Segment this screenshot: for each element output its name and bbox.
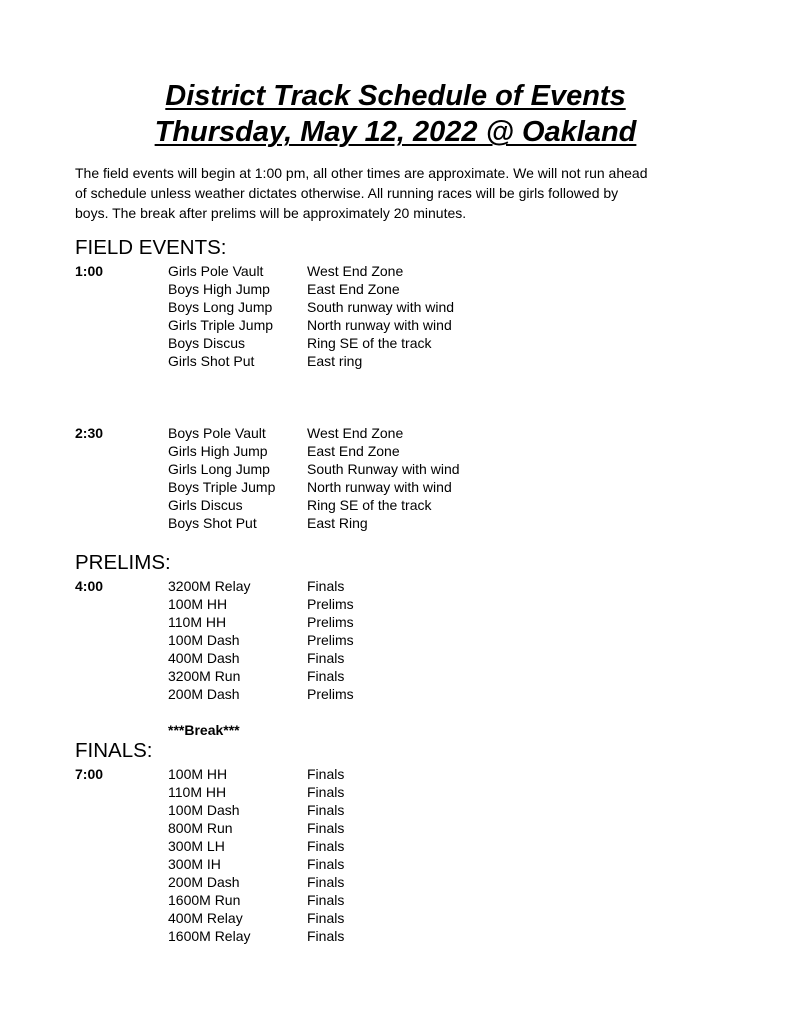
page-title: District Track Schedule of Events (165, 80, 626, 112)
event-name: 100M Dash (168, 802, 240, 818)
event-name: 800M Run (168, 820, 233, 836)
event-round: Finals (307, 820, 345, 836)
event-round: Prelims (307, 632, 354, 648)
event-location: Ring SE of the track (307, 497, 432, 513)
event-name: 200M Dash (168, 874, 240, 890)
event-location: South Runway with wind (307, 461, 460, 477)
event-name: Boys Long Jump (168, 299, 273, 315)
schedule-row (0, 577, 791, 595)
event-round: Finals (307, 892, 345, 908)
schedule-row (0, 649, 791, 667)
event-round: Finals (307, 766, 345, 782)
event-location: West End Zone (307, 263, 404, 279)
event-round: Finals (307, 668, 345, 684)
event-round: Finals (307, 578, 345, 594)
schedule-row (0, 685, 791, 703)
schedule-row (0, 891, 791, 909)
schedule-row (0, 595, 791, 613)
event-location: East Ring (307, 515, 368, 531)
event-name: 110M HH (168, 784, 227, 800)
schedule-row (0, 262, 791, 280)
schedule-row (0, 334, 791, 352)
prelims-heading: PRELIMS: (75, 551, 171, 574)
schedule-row (0, 613, 791, 631)
event-round: Prelims (307, 614, 354, 630)
event-name: 200M Dash (168, 686, 240, 702)
time-label: 7:00 (75, 766, 104, 782)
schedule-row (0, 298, 791, 316)
event-name: Boys Shot Put (168, 515, 257, 531)
schedule-row (0, 667, 791, 685)
event-name: Girls Discus (168, 497, 243, 513)
intro-paragraph (75, 163, 725, 223)
event-name: 3200M Run (168, 668, 241, 684)
event-name: 300M IH (168, 856, 221, 872)
event-round: Finals (307, 802, 345, 818)
schedule-row (0, 801, 791, 819)
event-name: 100M Dash (168, 632, 240, 648)
schedule-row (0, 478, 791, 496)
schedule-row (0, 909, 791, 927)
event-round: Finals (307, 838, 345, 854)
event-name: 1600M Run (168, 892, 241, 908)
schedule-row (0, 316, 791, 334)
schedule-row (0, 837, 791, 855)
schedule-row (0, 352, 791, 370)
event-name: Boys Triple Jump (168, 479, 276, 495)
schedule-row (0, 873, 791, 891)
event-name: Boys Discus (168, 335, 246, 351)
event-name: Boys High Jump (168, 281, 270, 297)
event-round: Finals (307, 856, 345, 872)
event-location: West End Zone (307, 425, 404, 441)
event-name: 100M HH (168, 766, 228, 782)
schedule-row (0, 927, 791, 945)
event-name: Girls High Jump (168, 443, 268, 459)
event-location: North runway with wind (307, 479, 452, 495)
event-round: Finals (307, 874, 345, 890)
event-location: East ring (307, 353, 363, 369)
event-name: Girls Pole Vault (168, 263, 264, 279)
time-label: 4:00 (75, 578, 104, 594)
event-name: 400M Relay (168, 910, 243, 926)
event-round: Finals (307, 910, 345, 926)
intro-line: of schedule unless weather dictates otherwise. All running races will be girls followed by (75, 185, 619, 201)
page-subtitle-date: Thursday, May 12, 2022 @ Oakland (154, 116, 637, 148)
event-location: North runway with wind (307, 317, 452, 333)
event-location: Ring SE of the track (307, 335, 432, 351)
event-round: Finals (307, 784, 345, 800)
schedule-row (0, 514, 791, 532)
event-location: South runway with wind (307, 299, 455, 315)
break-label: ***Break*** (168, 722, 240, 738)
event-location: East End Zone (307, 281, 400, 297)
event-round: Finals (307, 650, 345, 666)
time-label: 2:30 (75, 425, 104, 441)
event-name: Boys Pole Vault (168, 425, 266, 441)
event-name: 100M HH (168, 596, 228, 612)
schedule-row (0, 442, 791, 460)
schedule-row (0, 424, 791, 442)
event-round: Prelims (307, 596, 354, 612)
schedule-row (0, 783, 791, 801)
schedule-row (0, 280, 791, 298)
event-name: 3200M Relay (168, 578, 251, 594)
finals-heading: FINALS: (75, 739, 153, 762)
event-name: Girls Triple Jump (168, 317, 274, 333)
time-label: 1:00 (75, 263, 104, 279)
event-round: Finals (307, 928, 345, 944)
event-name: Girls Shot Put (168, 353, 255, 369)
schedule-row (0, 460, 791, 478)
schedule-row (0, 765, 791, 783)
schedule-row (0, 496, 791, 514)
field-events-heading: FIELD EVENTS: (75, 236, 227, 259)
event-name: 110M HH (168, 614, 227, 630)
schedule-row (0, 855, 791, 873)
event-name: 1600M Relay (168, 928, 251, 944)
intro-line: The field events will begin at 1:00 pm, all other times are approximate. We will not run ahead (75, 165, 648, 181)
schedule-row (0, 819, 791, 837)
event-name: 400M Dash (168, 650, 240, 666)
event-location: East End Zone (307, 443, 400, 459)
event-name: Girls Long Jump (168, 461, 270, 477)
intro-line: boys. The break after prelims will be approximately 20 minutes. (75, 205, 467, 221)
event-round: Prelims (307, 686, 354, 702)
schedule-row (0, 631, 791, 649)
event-name: 300M LH (168, 838, 225, 854)
